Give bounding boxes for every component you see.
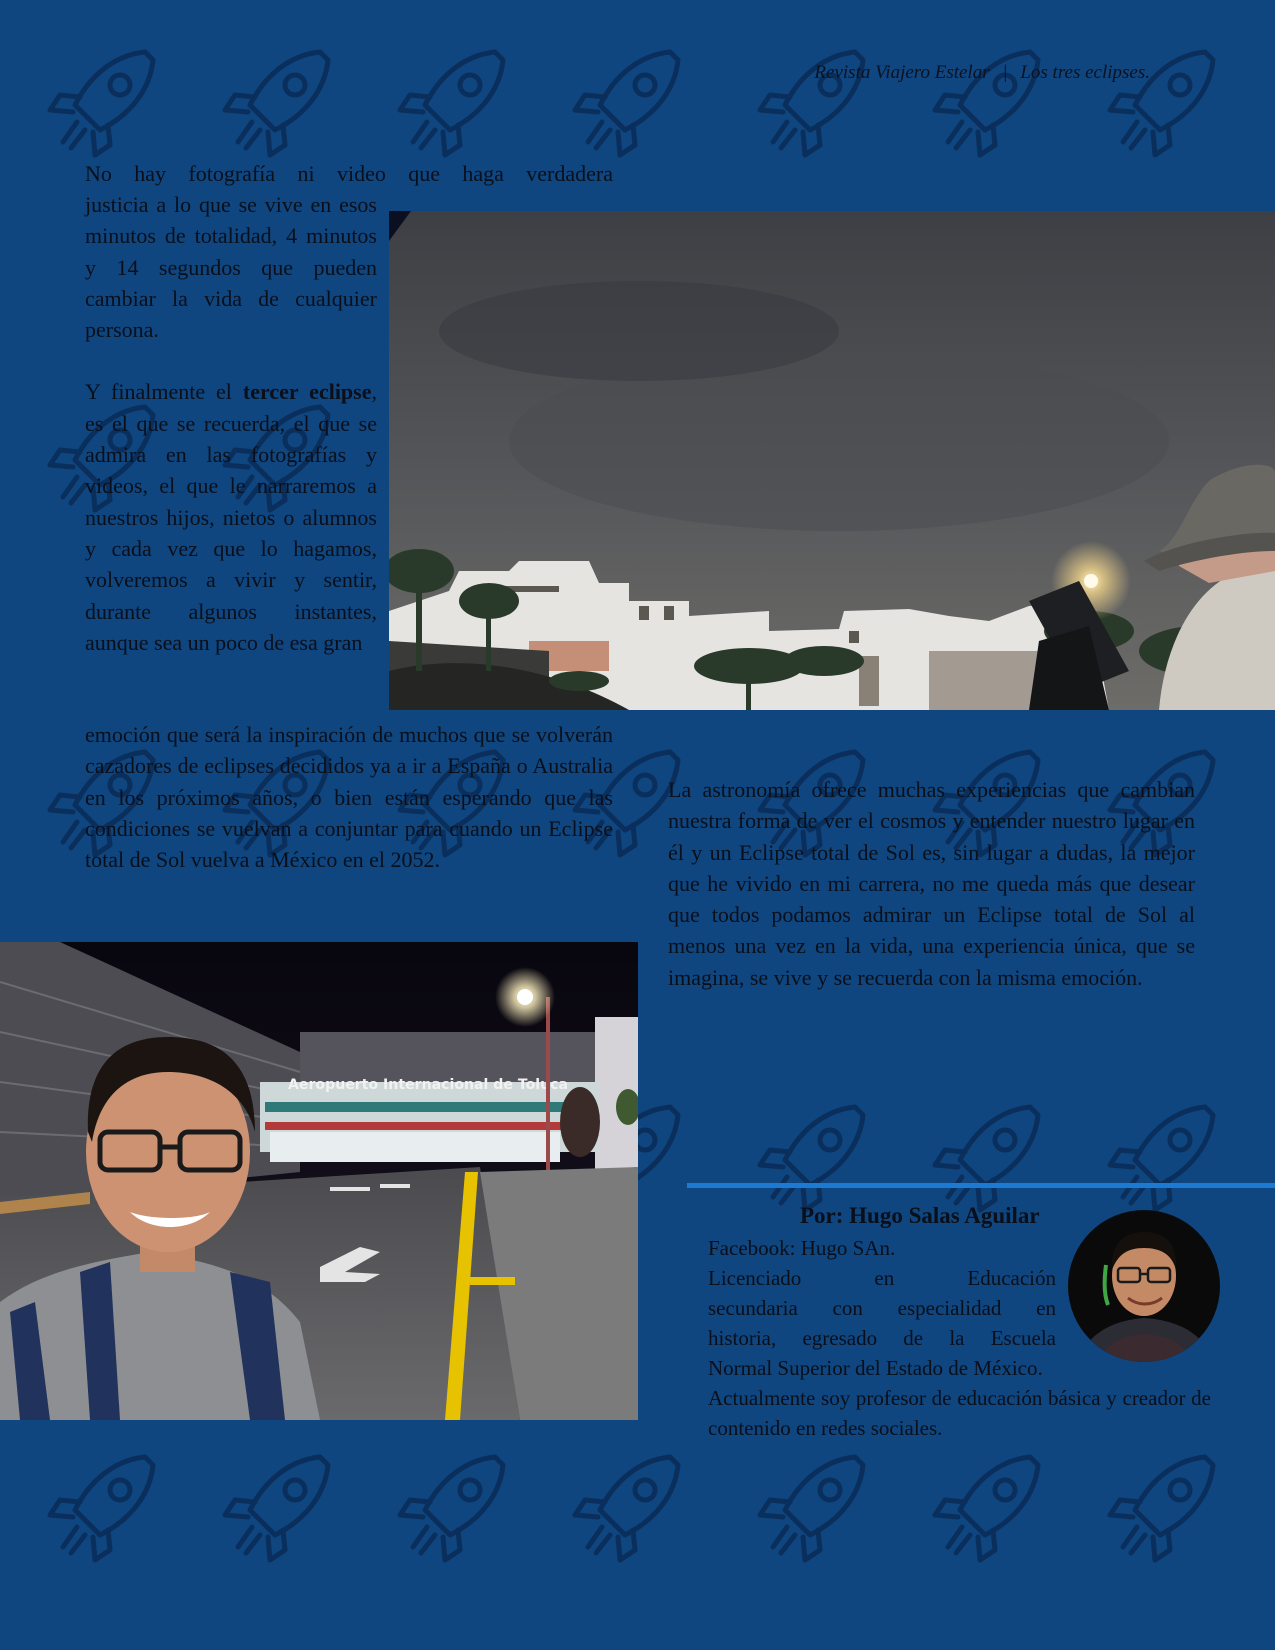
author-facebook: Facebook: Hugo SAn. (708, 1236, 896, 1260)
author-bio-line: Licenciado en Educación (708, 1266, 1056, 1290)
eclipse-sky-photo (389, 211, 1275, 710)
narrow-text-column (85, 189, 377, 658)
author-bio-line: secundaria con especialidad en (708, 1296, 1056, 1320)
paragraph-2-body (85, 376, 377, 658)
paragraph-2-lead: Y finalmente el (85, 379, 232, 405)
airport-selfie-photo (0, 942, 638, 1420)
author-avatar (1068, 1210, 1220, 1362)
author-divider (687, 1183, 1275, 1188)
author-bio-line: historia, egresado de la Escuela (708, 1326, 1056, 1350)
paragraph-1-top-line: No hay fotografía ni video que haga verdadera (85, 161, 613, 186)
paragraph-3-astronomy: La astronomía ofrece muchas experiencias que cambian nuestra forma de ver el cosmos y entender nuestro lugar en él y un Eclipse total de Sol es, sin lugar a dudas, la mejor que he vivido en mi carrera, no me queda más que desear que todos podamos admirar un Eclipse total de Sol al menos una vez en la vida, una experiencia única, que se imagina, se vive y se recuerda con la misma emoción. (668, 777, 1195, 990)
airport-sign: Aeropuerto Internacional de Toluca (288, 1077, 568, 1093)
highlight-tercer-eclipse: tercer eclipse (242, 379, 372, 405)
author-bio-line: Normal Superior del Estado de México. (708, 1356, 1043, 1380)
header-separator: | (1002, 62, 1008, 83)
article-title: Los tres eclipses. (1020, 62, 1150, 83)
paragraph-2-continuation: , es el que se recuerda, el que se admira en las fotografías y videos, el que le narraremos a nuestros hijos, nietos o alumnos y cada vez que lo hagamos, volveremos a vivir y sentir, durante algunos instantes, aunque sea un poco de esa gran (85, 379, 377, 655)
running-header (700, 62, 1150, 84)
magazine-title: Revista Viajero Estelar (814, 62, 990, 83)
author-bio-rest: Actualmente soy profesor de educación básica y creador de contenido en redes sociales. (708, 1386, 1211, 1440)
paragraph-2-wide: emoción que será la inspiración de muchos que se volverán cazadores de eclipses decididos ya a ir a España o Australia en los próximos años, o bien están esperando que las condiciones se vuelvan a conjuntar para cuando un Eclipse total de Sol vuelva a México en el 2052. (85, 722, 613, 873)
paragraph-1-body: justicia a lo que se vive en esos minutos de totalidad, 4 minutos y 14 segundos que pueden cambiar la vida de cualquier persona. (85, 192, 377, 343)
author-name: Por: Hugo Salas Aguilar (800, 1203, 1040, 1228)
